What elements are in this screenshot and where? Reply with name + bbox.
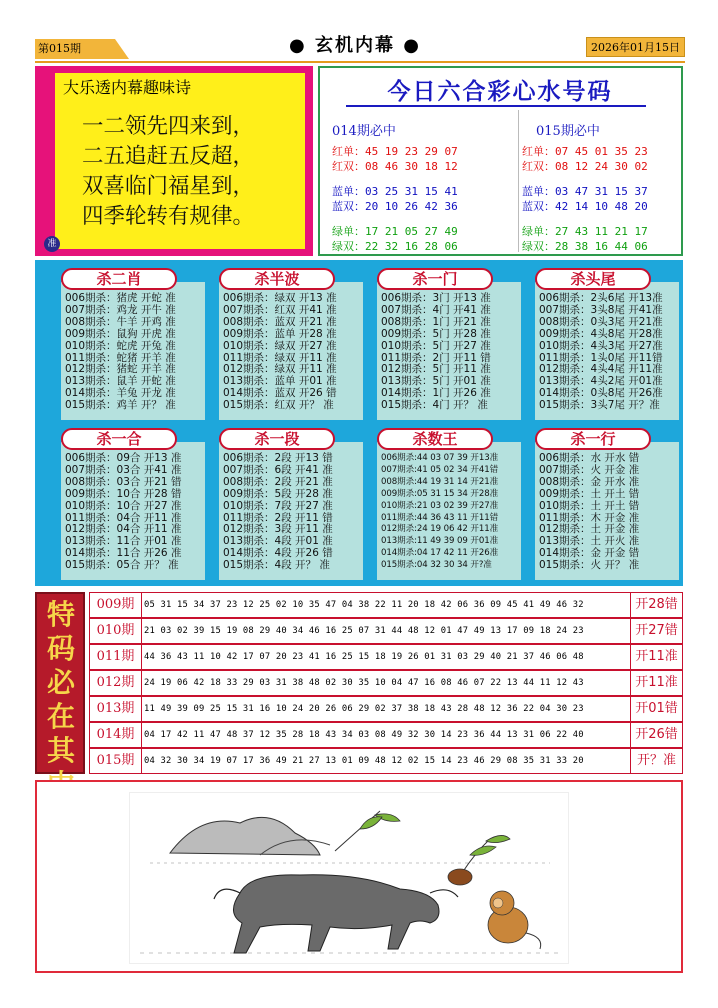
poem-title: 大乐透内幕趣味诗 (63, 78, 192, 97)
panel-row: 013期杀：土 开火 准 (539, 535, 640, 548)
panel-row: 010期杀:21 03 02 39 开27准 (381, 500, 499, 511)
panel-row: 015期杀：4段 开？ 准 (223, 559, 330, 572)
panel-row: 007期杀：4门 开41 准 (381, 303, 491, 316)
panel-row: 008期杀：0头3尾 开21准 (539, 315, 663, 328)
table-row (89, 644, 683, 670)
side-char: 特 (46, 598, 75, 631)
panel-row: 010期杀：土 开土 错 (539, 499, 640, 512)
panel-row: 008期杀：2段 开21 准 (223, 475, 333, 488)
panel-sha-tou-wei (525, 264, 675, 416)
ox-monkey-illustration (129, 792, 569, 964)
panel-row: 014期杀：金 开金 错 (539, 547, 640, 560)
panel-rows (223, 453, 367, 572)
green-single: 绿单：17 21 05 27 49 (332, 225, 458, 238)
poem-line: 四季轮转有规律。 (82, 204, 255, 229)
panel-row: 007期杀：6段 开41 准 (223, 463, 333, 476)
panel-sha-shu-wang (367, 424, 517, 576)
panel-row: 015期杀：鸡羊 开？ 准 (65, 399, 176, 412)
row-period: 010期 (90, 619, 142, 643)
row-period: 013期 (90, 697, 142, 721)
panel-row: 013期杀：蓝单 开01 准 (223, 375, 337, 388)
row-result: 开28错 (630, 593, 682, 617)
blue-single: 蓝单：03 47 31 15 37 (522, 185, 648, 198)
panel-row: 015期杀：火 开？ 准 (539, 559, 640, 572)
panel-row: 011期杀：04合 开11 准 (65, 511, 182, 524)
issue-number: 第015期 (35, 39, 115, 59)
side-char: 必 (46, 666, 75, 699)
panel-row: 006期杀：绿双 开13 准 (223, 292, 337, 304)
panel-row: 009期杀：鼠狗 开虎 准 (65, 327, 176, 340)
panel-row: 010期杀：10合 开27 准 (65, 499, 182, 512)
panel-rows (65, 293, 209, 412)
panel-row: 015期杀：3头7尾 开？准 (539, 399, 660, 412)
red-double: 红双：08 12 24 30 02 (522, 160, 648, 173)
panel-row: 014期杀：11合 开26 准 (65, 547, 182, 560)
prediction-grid (35, 260, 683, 586)
panel-row: 011期杀：2段 开11 错 (223, 511, 333, 524)
panel-row: 011期杀：木 开金 准 (539, 511, 640, 524)
panel-row: 015期杀:04 32 30 34 开?准 (381, 560, 492, 571)
panel-row: 007期杀：03合 开41 准 (65, 463, 182, 476)
panel-row: 009期杀：蓝单 开28 准 (223, 327, 337, 340)
numbers-title: 今日六合彩心水号码 (387, 79, 613, 105)
row-numbers: 11 49 39 09 25 15 31 16 10 24 20 26 06 29 02 37 38 18 43 28 48 12 36 22 04 30 23 (144, 704, 584, 714)
table-side-label (35, 592, 85, 774)
panel-row: 013期杀：鼠羊 开蛇 准 (65, 375, 176, 388)
page-title-text: 玄机内幕 (315, 35, 395, 56)
red-single: 红单：45 19 23 29 07 (332, 145, 458, 158)
panel-row: 011期杀：绿双 开11 准 (223, 351, 337, 364)
panel-rows (65, 453, 209, 572)
panel-row: 009期杀:05 31 15 34 开28准 (381, 488, 499, 499)
side-label-chars (41, 598, 81, 802)
side-char: 码 (46, 632, 75, 665)
panel-row: 014期杀：羊兔 开龙 准 (65, 387, 176, 400)
blue-double: 蓝双：42 14 10 48 20 (522, 200, 648, 213)
green-double: 绿双：28 38 16 44 06 (522, 240, 648, 253)
numbers-divider (518, 110, 519, 252)
panel-row: 010期杀：5门 开27 准 (381, 339, 491, 352)
panel-row: 008期杀：03合 开21 错 (65, 475, 182, 488)
blue-single: 蓝单：03 25 31 15 41 (332, 185, 458, 198)
table-row (89, 592, 683, 618)
panel-row: 010期杀：绿双 开27 准 (223, 339, 337, 352)
panel-title: 杀一合 (61, 428, 177, 450)
page-title: ● 玄机内幕 ● (289, 35, 421, 56)
panel-row: 009期杀：5段 开28 准 (223, 487, 333, 500)
poem-line: 一二领先四来到， (82, 114, 255, 139)
panel-rows (381, 293, 525, 412)
panel-row: 008期杀：金 开水 准 (539, 475, 640, 488)
row-result: 开26错 (630, 723, 682, 747)
panel-sha-er-xiao (51, 264, 201, 416)
panel-row: 009期杀：土 开土 错 (539, 487, 640, 500)
panel-row: 014期杀：蓝双 开26 错 (223, 387, 337, 400)
period-label: 014期必中 (332, 124, 396, 139)
panel-title: 杀一段 (219, 428, 335, 450)
numbers-right-column (522, 120, 702, 254)
panel-rows (539, 453, 683, 572)
row-numbers: 04 32 30 34 19 07 17 36 49 21 27 13 01 09 48 12 02 15 14 23 46 29 08 35 31 33 20 (144, 756, 584, 766)
panel-rows (539, 293, 683, 412)
panel-row: 007期杀:41 05 02 34 开41错 (381, 464, 499, 475)
panel-row: 014期杀:04 17 42 11 开26准 (381, 548, 499, 559)
row-result: 开11准 (630, 645, 682, 669)
row-numbers: 44 36 43 11 10 42 17 07 20 23 41 16 25 15 18 19 26 01 31 03 29 40 21 37 46 06 48 (144, 652, 584, 662)
panel-row: 008期杀：1门 开21 准 (381, 315, 491, 328)
issue-date: 2026年01月15日 (586, 37, 685, 57)
panel-title: 杀半波 (219, 268, 335, 290)
panel-row: 012期杀：5门 开11 准 (381, 363, 491, 376)
panel-row: 015期杀：4门 开？ 准 (381, 399, 488, 412)
panel-row: 012期杀：绿双 开11 准 (223, 363, 337, 376)
panel-rows (223, 293, 367, 412)
panel-row: 013期杀：4头2尾 开01准 (539, 375, 663, 388)
panel-row: 007期杀：3头8尾 开41准 (539, 303, 663, 316)
panel-row: 012期杀：4头4尾 开11准 (539, 363, 663, 376)
panel-row: 006期杀：水 开水 错 (539, 452, 640, 464)
panel-row: 010期杀：4头3尾 开27准 (539, 339, 663, 352)
panel-row: 013期杀：5门 开01 准 (381, 375, 491, 388)
illustration-frame (35, 780, 683, 973)
panel-row: 015期杀：红双 开？ 准 (223, 399, 334, 412)
panel-row: 011期杀:44 36 43 11 开11错 (381, 512, 499, 523)
table-row (89, 748, 683, 774)
green-double: 绿双：22 32 16 28 06 (332, 240, 458, 253)
panel-title: 杀头尾 (535, 268, 651, 290)
panel-row: 015期杀：05合 开？ 准 (65, 559, 179, 572)
row-period: 015期 (90, 749, 142, 773)
side-char: 其 (46, 734, 75, 767)
row-period: 012期 (90, 671, 142, 695)
panel-row: 013期杀：4段 开01 准 (223, 535, 333, 548)
panel-row: 014期杀：0头8尾 开26准 (539, 387, 663, 400)
panel-sha-ban-bo (209, 264, 359, 416)
table-row (89, 618, 683, 644)
panel-row: 011期杀：2门 开11 错 (381, 351, 491, 364)
panel-sha-yi-he (51, 424, 201, 576)
panel-row: 008期杀：蓝双 开21 准 (223, 315, 337, 328)
panel-sha-yi-hang (525, 424, 675, 576)
panel-row: 012期杀：04合 开11 准 (65, 523, 182, 536)
poem-line: 二五追赶五反超， (82, 144, 255, 169)
panel-title: 杀一行 (535, 428, 651, 450)
panel-row: 006期杀:44 03 07 39 开13准 (381, 453, 499, 463)
panel-row: 012期杀:24 19 06 42 开11准 (381, 524, 499, 535)
row-result: 开01错 (630, 697, 682, 721)
panel-row: 011期杀：1头0尾 开11错 (539, 351, 663, 364)
panel-row: 008期杀：牛羊 开鸡 准 (65, 315, 176, 328)
table-row (89, 722, 683, 748)
numbers-left-column (332, 120, 512, 254)
row-result: 开11准 (630, 671, 682, 695)
period-label: 015期必中 (536, 124, 600, 139)
poem-lines (82, 112, 307, 232)
panel-row: 009期杀：10合 开28 错 (65, 487, 182, 500)
panel-row: 006期杀：2段 开13 错 (223, 452, 333, 464)
panel-row: 006期杀：2头6尾 开13准 (539, 292, 663, 304)
panel-sha-yi-duan (209, 424, 359, 576)
panel-row: 010期杀：蛇虎 开兔 准 (65, 339, 176, 352)
row-numbers: 21 03 02 39 15 19 08 29 40 34 46 16 25 07 31 44 48 12 01 47 49 13 17 09 18 24 23 (144, 626, 584, 636)
panel-title: 杀数王 (377, 428, 493, 450)
blue-double: 蓝双：20 10 26 42 36 (332, 200, 458, 213)
green-single: 绿单：27 43 11 21 17 (522, 225, 648, 238)
panel-row: 013期杀:11 49 39 09 开01准 (381, 536, 499, 547)
panel-row: 009期杀：4头8尾 开28准 (539, 327, 663, 340)
panel-row: 014期杀：4段 开26 错 (223, 547, 333, 560)
poem-line: 双喜临门福星到， (82, 174, 255, 199)
panel-row: 008期杀:44 19 31 14 开21准 (381, 476, 499, 487)
panel-row: 009期杀：5门 开28 准 (381, 327, 491, 340)
panel-row: 006期杀：3门 开13 准 (381, 292, 491, 304)
panel-row: 007期杀：火 开金 准 (539, 463, 640, 476)
panel-title: 杀二肖 (61, 268, 177, 290)
panel-row: 010期杀：7段 开27 准 (223, 499, 333, 512)
panel-row: 007期杀：红双 开41 准 (223, 303, 337, 316)
red-single: 红单：07 45 01 35 23 (522, 145, 648, 158)
panel-sha-yi-men (367, 264, 517, 416)
panel-row: 012期杀：3段 开11 准 (223, 523, 333, 536)
panel-title: 杀一门 (377, 268, 493, 290)
panel-row: 014期杀：1门 开26 准 (381, 387, 491, 400)
row-result: 开27错 (630, 619, 682, 643)
header-divider (35, 61, 685, 63)
row-period: 009期 (90, 593, 142, 617)
sketch-drawing (130, 793, 570, 965)
row-period: 011期 (90, 645, 142, 669)
panel-row: 012期杀：土 开金 准 (539, 523, 640, 536)
special-number-table (35, 592, 683, 774)
side-char: 在 (46, 700, 75, 733)
row-period: 014期 (90, 723, 142, 747)
panel-row: 006期杀：猪虎 开蛇 准 (65, 292, 176, 304)
row-numbers: 05 31 15 34 37 23 12 25 02 10 35 47 04 38 22 11 20 18 42 06 36 09 45 41 49 46 32 (144, 600, 584, 610)
row-result: 开？准 (630, 749, 682, 773)
row-numbers: 24 19 06 42 18 33 29 03 31 38 48 02 30 35 10 04 47 16 08 46 07 22 13 44 11 12 43 (144, 678, 584, 688)
panel-row: 013期杀：11合 开01 准 (65, 535, 182, 548)
panel-row: 012期杀：猪蛇 开羊 准 (65, 363, 176, 376)
red-double: 红双：08 46 30 18 12 (332, 160, 458, 173)
table-row (89, 696, 683, 722)
panel-row: 006期杀：09合 开13 准 (65, 452, 182, 464)
stamp-badge: 准 (44, 236, 60, 252)
page-header (35, 33, 685, 61)
numbers-title-underline (346, 105, 646, 107)
panel-row: 011期杀：蛇猪 开羊 准 (65, 351, 176, 364)
row-numbers: 04 17 42 11 47 48 37 12 35 28 18 43 34 03 08 49 32 30 14 23 36 44 13 31 06 22 40 (144, 730, 584, 740)
panel-rows (381, 453, 525, 572)
panel-row: 007期杀：鸡龙 开牛 准 (65, 303, 176, 316)
table-row (89, 670, 683, 696)
numbers-box (318, 66, 683, 256)
